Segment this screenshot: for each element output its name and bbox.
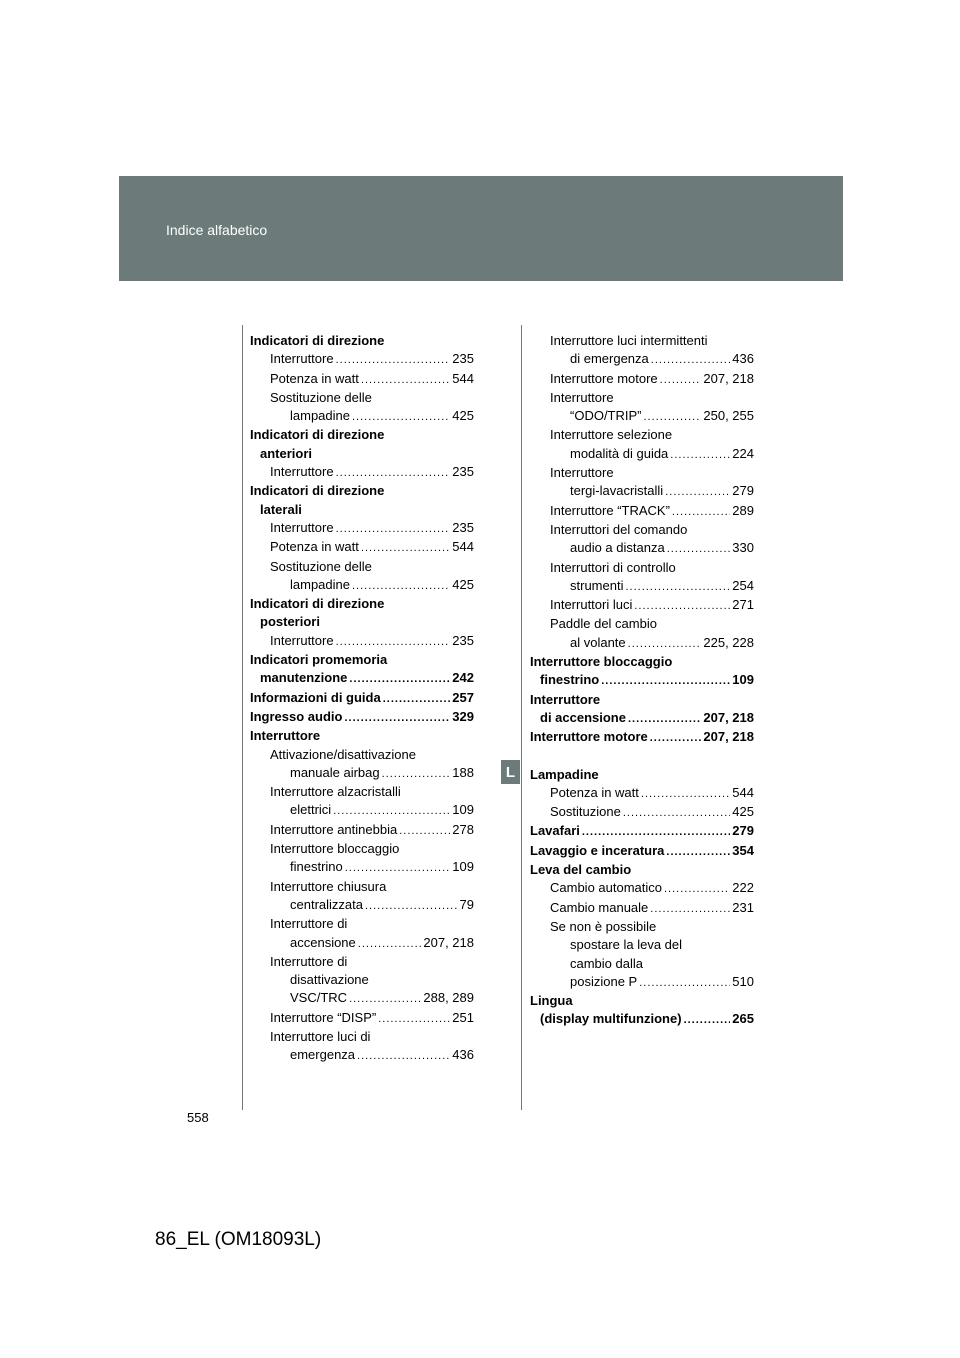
page-reference[interactable]: 544	[452, 539, 474, 555]
index-entry[interactable]	[530, 482, 754, 501]
document-code: 86_EL (OM18093L)	[155, 1229, 322, 1250]
index-term: Interruttore luci intermittenti	[550, 333, 708, 348]
index-term: posteriori	[260, 614, 320, 630]
index-entry[interactable]	[250, 989, 474, 1008]
index-term: anteriori	[260, 445, 313, 461]
page-reference[interactable]: 510	[732, 973, 754, 989]
index-entry	[250, 595, 474, 613]
index-entry[interactable]	[530, 709, 754, 728]
page-reference[interactable]: 289	[732, 502, 754, 518]
index-entry	[530, 332, 754, 350]
left-divider	[242, 325, 243, 1110]
index-term: Interruttore	[270, 519, 334, 535]
index-term: strumenti	[570, 577, 624, 593]
dot-leader	[641, 785, 730, 803]
dot-leader	[665, 483, 730, 501]
index-term: di emergenza	[570, 351, 649, 367]
dot-leader	[336, 464, 451, 482]
dot-leader	[684, 1011, 731, 1029]
index-entry	[250, 1028, 474, 1046]
dot-leader	[672, 503, 730, 521]
index-term: Interruttore	[270, 351, 334, 367]
index-term: Ingresso audio	[250, 708, 343, 724]
index-entry	[250, 332, 474, 350]
index-term: accensione	[290, 934, 356, 950]
index-entry	[250, 426, 474, 444]
index-term: Paddle del cambio	[550, 616, 657, 632]
page-reference[interactable]: 188	[452, 764, 474, 780]
index-term: lampadine	[290, 576, 350, 592]
index-entry[interactable]	[250, 1009, 474, 1028]
dot-leader	[582, 823, 730, 841]
index-entry	[250, 727, 474, 745]
index-term: Interruttori di controllo	[550, 559, 676, 575]
index-entry[interactable]	[530, 577, 754, 596]
index-term: Interruttore motore	[530, 729, 648, 745]
page-reference[interactable]: 425	[732, 804, 754, 820]
dot-leader	[664, 880, 730, 898]
section-tab[interactable]: L	[501, 760, 520, 784]
index-term: Indicatori di direzione	[250, 483, 385, 499]
index-term: Informazioni di guida	[250, 689, 381, 705]
page-reference[interactable]: 231	[732, 899, 754, 915]
index-entry	[530, 426, 754, 444]
dot-leader	[666, 843, 730, 861]
index-entry	[250, 878, 474, 896]
dot-leader	[349, 670, 450, 688]
page-reference[interactable]: 354	[732, 842, 754, 858]
dot-leader	[349, 990, 421, 1008]
index-term: (display multifunzione)	[540, 1011, 682, 1027]
index-entry	[250, 746, 474, 764]
index-term: Cambio manuale	[550, 899, 649, 915]
index-term: Interruttore motore	[550, 370, 658, 386]
dot-leader	[336, 633, 451, 651]
dot-leader	[352, 408, 450, 426]
page-reference[interactable]: 109	[452, 859, 474, 875]
index-entry[interactable]	[530, 784, 754, 803]
index-column-left	[250, 332, 474, 1066]
page-reference[interactable]: 250, 255	[703, 408, 754, 424]
index-term: Potenza in watt	[550, 784, 639, 800]
index-term: laterali	[260, 501, 302, 517]
index-entry	[530, 464, 754, 482]
index-entry[interactable]	[250, 632, 474, 651]
dot-leader	[336, 520, 451, 538]
index-term: al volante	[570, 634, 626, 650]
index-entry[interactable]	[250, 708, 474, 727]
index-entry[interactable]	[530, 728, 754, 747]
index-column-right	[530, 332, 754, 1030]
index-term: finestrino	[540, 672, 600, 688]
index-term: Interruttore alzacristalli	[270, 784, 401, 800]
index-entry[interactable]	[250, 896, 474, 915]
index-entry	[250, 482, 474, 500]
index-term: manutenzione	[260, 670, 348, 686]
index-term: Lampadine	[530, 766, 599, 782]
page-reference[interactable]: 242	[452, 670, 474, 686]
page-reference[interactable]: 222	[732, 880, 754, 896]
dot-leader	[383, 690, 451, 708]
index-entry[interactable]	[250, 538, 474, 557]
index-entry	[250, 651, 474, 669]
index-entry	[250, 501, 474, 519]
index-term: tergi-lavacristalli	[570, 483, 664, 499]
index-entry	[250, 783, 474, 801]
index-term: VSC/TRC	[290, 990, 348, 1006]
index-term: disattivazione	[290, 972, 369, 988]
index-entry[interactable]	[530, 407, 754, 426]
index-term: Interruttore	[550, 389, 614, 405]
index-term: Indicatori di direzione	[250, 596, 385, 612]
page-reference[interactable]: 207, 218	[703, 709, 754, 725]
index-term: Lavafari	[530, 823, 580, 839]
dot-leader	[625, 578, 730, 596]
index-term: modalità di guida	[570, 445, 669, 461]
index-entry[interactable]	[250, 407, 474, 426]
dot-leader	[623, 804, 730, 822]
index-term: Cambio automatico	[550, 880, 662, 896]
index-term: di accensione	[540, 709, 626, 725]
dot-leader	[639, 974, 730, 992]
index-term: Indicatori promemoria	[250, 652, 388, 668]
index-entry	[530, 521, 754, 539]
page-reference[interactable]: 109	[452, 802, 474, 818]
index-entry[interactable]	[530, 822, 754, 841]
index-entry	[530, 615, 754, 633]
index-entry[interactable]	[250, 519, 474, 538]
page-reference[interactable]: 225, 228	[703, 634, 754, 650]
page-reference[interactable]: 207, 218	[703, 370, 754, 386]
page-reference[interactable]: 329	[452, 708, 474, 724]
index-term: audio a distanza	[570, 540, 665, 556]
index-term: Se non è possibile	[550, 918, 657, 934]
index-entry	[250, 613, 474, 631]
page-reference[interactable]: 235	[452, 464, 474, 480]
index-term: finestrino	[290, 859, 343, 875]
index-term: elettrici	[290, 802, 332, 818]
dot-leader	[336, 351, 451, 369]
dot-leader	[644, 408, 702, 426]
index-term: Sostituzione delle	[270, 389, 372, 405]
dot-leader	[357, 1047, 450, 1065]
index-term: Interruttore selezione	[550, 427, 673, 443]
index-term: Interruttore antinebbia	[270, 821, 398, 837]
dot-leader	[333, 802, 450, 820]
index-term: Interruttore	[530, 691, 601, 707]
index-term: posizione P	[570, 973, 638, 989]
page-reference[interactable]: 425	[452, 408, 474, 424]
index-entry[interactable]	[250, 1046, 474, 1065]
page-reference[interactable]: 544	[732, 784, 754, 800]
page-reference[interactable]: 254	[732, 577, 754, 593]
page-reference[interactable]: 257	[452, 689, 474, 705]
page-reference[interactable]: 436	[452, 1047, 474, 1063]
index-entry	[250, 558, 474, 576]
index-entry	[530, 389, 754, 407]
index-entry[interactable]	[250, 821, 474, 840]
dot-leader	[660, 371, 702, 389]
index-entry	[250, 389, 474, 407]
index-entry[interactable]	[530, 370, 754, 389]
index-term: Interruttore bloccaggio	[270, 841, 400, 857]
index-entry[interactable]	[530, 445, 754, 464]
index-entry[interactable]	[250, 934, 474, 953]
index-term: Interruttore	[550, 465, 614, 481]
dot-leader	[382, 765, 451, 783]
page-reference[interactable]: 425	[452, 576, 474, 592]
index-entry	[250, 840, 474, 858]
page-reference[interactable]: 207, 218	[703, 729, 754, 745]
index-entry[interactable]	[530, 350, 754, 369]
index-term: lampadine	[290, 408, 350, 424]
index-entry[interactable]	[530, 879, 754, 898]
dot-leader	[628, 710, 701, 728]
index-entry	[530, 691, 754, 709]
page-reference[interactable]: 288, 289	[423, 990, 474, 1006]
dot-leader	[628, 635, 702, 653]
index-term: Interruttori luci	[550, 597, 633, 613]
index-term: “ODO/TRIP”	[570, 408, 642, 424]
index-entry[interactable]	[250, 858, 474, 877]
index-term: Potenza in watt	[270, 539, 359, 555]
index-entry[interactable]	[530, 973, 754, 992]
index-term: Leva del cambio	[530, 862, 632, 878]
dot-leader	[345, 859, 451, 877]
dot-leader	[670, 446, 730, 464]
center-divider	[521, 325, 522, 1110]
page-reference[interactable]: 278	[452, 821, 474, 837]
dot-leader	[399, 822, 450, 840]
index-term: emergenza	[290, 1047, 356, 1063]
index-entry[interactable]	[530, 596, 754, 615]
dot-leader	[651, 351, 731, 369]
index-entry[interactable]	[250, 350, 474, 369]
index-term: Attivazione/disattivazione	[270, 746, 416, 762]
index-entry[interactable]	[250, 689, 474, 708]
index-term: cambio dalla	[570, 955, 643, 971]
dot-leader	[378, 1010, 450, 1028]
index-entry	[250, 953, 474, 971]
index-entry[interactable]	[530, 1010, 754, 1029]
index-term: Interruttore	[270, 464, 334, 480]
dot-leader	[667, 540, 731, 558]
index-term: Interruttore di	[270, 953, 348, 969]
index-entry	[530, 936, 754, 954]
index-term: Interruttori del comando	[550, 521, 688, 537]
index-term: Interruttore “TRACK”	[550, 502, 670, 518]
index-entry[interactable]	[250, 764, 474, 783]
page-reference[interactable]: 207, 218	[423, 934, 474, 950]
index-term: Interruttore luci di	[270, 1028, 371, 1044]
dot-leader	[365, 897, 458, 915]
index-entry	[530, 992, 754, 1010]
section-title: Indice alfabetico	[166, 222, 268, 238]
index-entry[interactable]	[530, 899, 754, 918]
dot-leader	[344, 709, 450, 727]
index-entry[interactable]	[530, 634, 754, 653]
page-reference[interactable]: 235	[452, 519, 474, 535]
index-term: Lingua	[530, 993, 573, 1009]
page-reference[interactable]: 109	[732, 672, 754, 688]
index-term: Indicatori di direzione	[250, 333, 385, 348]
index-entry[interactable]	[530, 539, 754, 558]
page-reference[interactable]: 265	[732, 1011, 754, 1027]
dot-leader	[352, 577, 450, 595]
index-entry[interactable]	[250, 576, 474, 595]
dot-leader	[634, 597, 730, 615]
index-term: manuale airbag	[290, 764, 380, 780]
page-reference[interactable]: 224	[732, 445, 754, 461]
index-entry[interactable]	[250, 801, 474, 820]
index-entry	[530, 559, 754, 577]
index-term: Potenza in watt	[270, 370, 359, 386]
page-reference[interactable]: 79	[459, 896, 474, 912]
dot-leader	[601, 672, 730, 690]
page-reference[interactable]: 279	[732, 483, 754, 499]
index-entry	[530, 766, 754, 784]
index-term: Interruttore di	[270, 916, 348, 932]
index-term: Interruttore	[250, 728, 321, 744]
index-entry[interactable]	[530, 842, 754, 861]
index-term: Interruttore	[270, 632, 334, 648]
index-entry[interactable]	[250, 463, 474, 482]
index-term: centralizzata	[290, 896, 363, 912]
dot-leader	[650, 729, 702, 747]
index-entry	[250, 971, 474, 989]
page-reference[interactable]: 330	[732, 540, 754, 556]
dot-leader	[361, 539, 450, 557]
index-entry[interactable]	[530, 502, 754, 521]
dot-leader	[358, 935, 422, 953]
index-spacer	[530, 748, 754, 766]
index-entry	[530, 955, 754, 973]
dot-leader	[650, 900, 730, 918]
page-reference[interactable]: 279	[732, 823, 754, 839]
page-number: 558	[187, 1110, 209, 1125]
page-reference[interactable]: 235	[452, 351, 474, 367]
index-entry	[250, 445, 474, 463]
index-term: spostare la leva del	[570, 937, 683, 953]
index-term: Interruttore “DISP”	[270, 1009, 377, 1025]
page-reference[interactable]: 436	[732, 351, 754, 367]
index-entry	[530, 861, 754, 879]
index-term: Indicatori di direzione	[250, 427, 385, 443]
index-term: Interruttore bloccaggio	[530, 654, 673, 670]
index-entry	[250, 915, 474, 933]
page-reference[interactable]: 235	[452, 632, 474, 648]
index-entry	[530, 918, 754, 936]
dot-leader	[361, 371, 450, 389]
index-entry[interactable]	[250, 370, 474, 389]
index-entry[interactable]	[530, 803, 754, 822]
index-term: Lavaggio e inceratura	[530, 842, 665, 858]
index-entry[interactable]	[530, 671, 754, 690]
index-entry	[530, 653, 754, 671]
index-term: Sostituzione delle	[270, 558, 372, 574]
page-reference[interactable]: 251	[452, 1009, 474, 1025]
page-reference[interactable]: 544	[452, 370, 474, 386]
header-bar	[119, 176, 843, 281]
index-term: Sostituzione	[550, 804, 621, 820]
index-term: Interruttore chiusura	[270, 878, 387, 894]
index-entry[interactable]	[250, 669, 474, 688]
page-reference[interactable]: 271	[732, 597, 754, 613]
